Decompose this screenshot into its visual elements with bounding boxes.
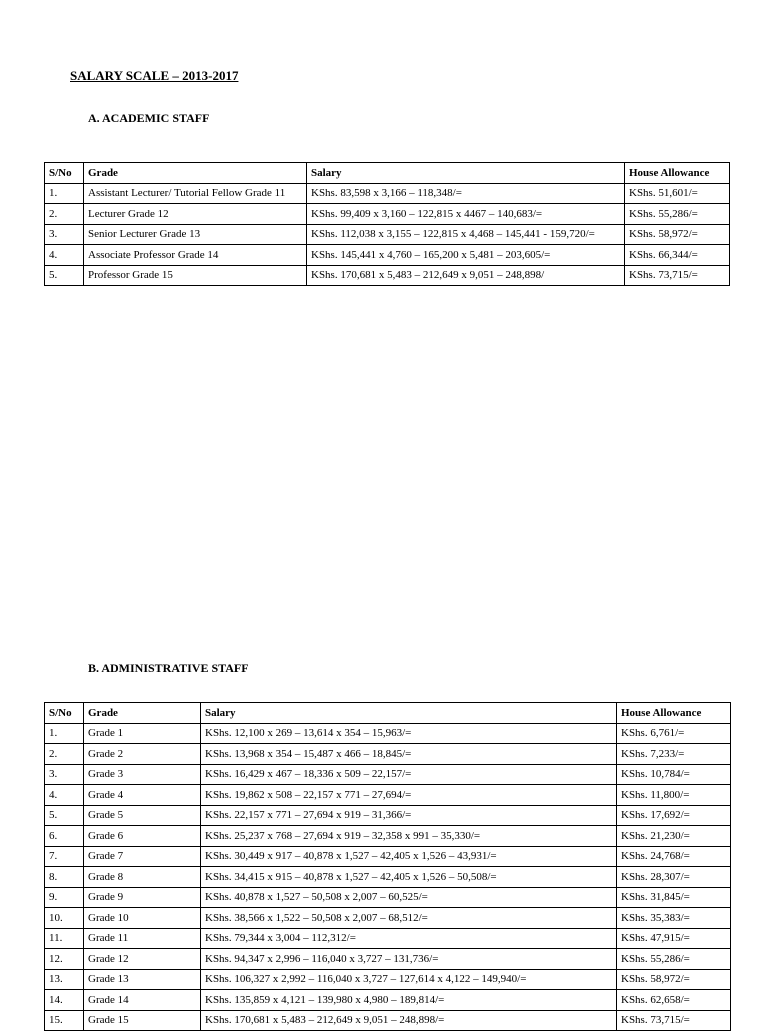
cell-grade: Grade 15 <box>84 1010 201 1031</box>
table-row <box>45 969 731 990</box>
cell-salary: KShs. 38,566 x 1,522 – 50,508 x 2,007 – 68,512/= <box>201 908 617 929</box>
cell-house-allowance: KShs. 31,845/= <box>617 887 731 908</box>
cell-grade: Associate Professor Grade 14 <box>84 245 307 266</box>
cell-sno: 11. <box>45 928 84 949</box>
table-row <box>45 805 731 826</box>
cell-house-allowance: KShs. 6,761/= <box>617 723 731 744</box>
cell-house-allowance: KShs. 7,233/= <box>617 744 731 765</box>
table-row <box>45 723 731 744</box>
table-row <box>45 224 730 245</box>
cell-grade: Grade 5 <box>84 805 201 826</box>
header-grade: Grade <box>84 163 307 184</box>
cell-sno: 15. <box>45 1010 84 1031</box>
cell-salary: KShs. 34,415 x 915 – 40,878 x 1,527 – 42,405 x 1,526 – 50,508/= <box>201 867 617 888</box>
cell-house-allowance: KShs. 51,601/= <box>625 183 730 204</box>
header-house-allowance: House Allowance <box>625 163 730 184</box>
cell-sno: 10. <box>45 908 84 929</box>
cell-salary: KShs. 112,038 x 3,155 – 122,815 x 4,468 – 145,441 - 159,720/= <box>307 224 625 245</box>
cell-grade: Grade 8 <box>84 867 201 888</box>
cell-salary: KShs. 83,598 x 3,166 – 118,348/= <box>307 183 625 204</box>
cell-house-allowance: KShs. 73,715/= <box>625 265 730 286</box>
administrative-salary-table <box>44 702 731 1031</box>
cell-house-allowance: KShs. 21,230/= <box>617 826 731 847</box>
cell-salary: KShs. 25,237 x 768 – 27,694 x 919 – 32,358 x 991 – 35,330/= <box>201 826 617 847</box>
cell-grade: Assistant Lecturer/ Tutorial Fellow Grade 11 <box>84 183 307 204</box>
cell-house-allowance: KShs. 73,715/= <box>617 1010 731 1031</box>
table-row <box>45 928 731 949</box>
cell-house-allowance: KShs. 47,915/= <box>617 928 731 949</box>
header-salary: Salary <box>201 703 617 724</box>
cell-salary: KShs. 170,681 x 5,483 – 212,649 x 9,051 – 248,898/= <box>201 1010 617 1031</box>
cell-grade: Grade 10 <box>84 908 201 929</box>
header-sno: S/No <box>45 703 84 724</box>
header-sno: S/No <box>45 163 84 184</box>
cell-grade: Grade 3 <box>84 764 201 785</box>
cell-house-allowance: KShs. 55,286/= <box>617 949 731 970</box>
cell-sno: 1. <box>45 183 84 204</box>
cell-sno: 4. <box>45 785 84 806</box>
cell-sno: 3. <box>45 224 84 245</box>
cell-grade: Grade 2 <box>84 744 201 765</box>
cell-grade: Grade 13 <box>84 969 201 990</box>
cell-grade: Professor Grade 15 <box>84 265 307 286</box>
cell-house-allowance: KShs. 17,692/= <box>617 805 731 826</box>
cell-sno: 8. <box>45 867 84 888</box>
cell-sno: 1. <box>45 723 84 744</box>
cell-salary: KShs. 12,100 x 269 – 13,614 x 354 – 15,963/= <box>201 723 617 744</box>
cell-grade: Grade 11 <box>84 928 201 949</box>
cell-sno: 14. <box>45 990 84 1011</box>
cell-salary: KShs. 106,327 x 2,992 – 116,040 x 3,727 – 127,614 x 4,122 – 149,940/= <box>201 969 617 990</box>
table-row <box>45 867 731 888</box>
cell-house-allowance: KShs. 11,800/= <box>617 785 731 806</box>
table-row <box>45 744 731 765</box>
cell-salary: KShs. 16,429 x 467 – 18,336 x 509 – 22,157/= <box>201 764 617 785</box>
table-row <box>45 265 730 286</box>
cell-sno: 5. <box>45 805 84 826</box>
cell-grade: Grade 7 <box>84 846 201 867</box>
section-heading-administrative: B. ADMINISTRATIVE STAFF <box>88 661 249 675</box>
table-row <box>45 245 730 266</box>
cell-sno: 13. <box>45 969 84 990</box>
table-row <box>45 1010 731 1031</box>
table-row <box>45 887 731 908</box>
cell-salary: KShs. 40,878 x 1,527 – 50,508 x 2,007 – 60,525/= <box>201 887 617 908</box>
cell-house-allowance: KShs. 28,307/= <box>617 867 731 888</box>
table-row <box>45 183 730 204</box>
cell-grade: Grade 9 <box>84 887 201 908</box>
cell-house-allowance: KShs. 55,286/= <box>625 204 730 225</box>
cell-salary: KShs. 170,681 x 5,483 – 212,649 x 9,051 – 248,898/ <box>307 265 625 286</box>
cell-sno: 2. <box>45 744 84 765</box>
table-row <box>45 764 731 785</box>
table-row <box>45 949 731 970</box>
cell-salary: KShs. 19,862 x 508 – 22,157 x 771 – 27,694/= <box>201 785 617 806</box>
cell-grade: Grade 1 <box>84 723 201 744</box>
cell-house-allowance: KShs. 24,768/= <box>617 846 731 867</box>
cell-sno: 2. <box>45 204 84 225</box>
cell-salary: KShs. 135,859 x 4,121 – 139,980 x 4,980 – 189,814/= <box>201 990 617 1011</box>
table-row <box>45 908 731 929</box>
section-heading-academic: A. ACADEMIC STAFF <box>88 111 210 125</box>
cell-sno: 7. <box>45 846 84 867</box>
table-row <box>45 846 731 867</box>
cell-sno: 12. <box>45 949 84 970</box>
cell-house-allowance: KShs. 58,972/= <box>625 224 730 245</box>
table-row <box>45 204 730 225</box>
table-row <box>45 990 731 1011</box>
cell-salary: KShs. 22,157 x 771 – 27,694 x 919 – 31,366/= <box>201 805 617 826</box>
cell-house-allowance: KShs. 62,658/= <box>617 990 731 1011</box>
table-header-row <box>45 163 730 184</box>
table-header-row <box>45 703 731 724</box>
document-title: SALARY SCALE – 2013-2017 <box>70 68 239 83</box>
cell-house-allowance: KShs. 10,784/= <box>617 764 731 785</box>
cell-grade: Grade 12 <box>84 949 201 970</box>
cell-sno: 4. <box>45 245 84 266</box>
cell-grade: Grade 6 <box>84 826 201 847</box>
header-house-allowance: House Allowance <box>617 703 731 724</box>
cell-salary: KShs. 79,344 x 3,004 – 112,312/= <box>201 928 617 949</box>
cell-salary: KShs. 13,968 x 354 – 15,487 x 466 – 18,845/= <box>201 744 617 765</box>
cell-grade: Senior Lecturer Grade 13 <box>84 224 307 245</box>
table-row <box>45 785 731 806</box>
cell-sno: 5. <box>45 265 84 286</box>
cell-sno: 3. <box>45 764 84 785</box>
cell-sno: 9. <box>45 887 84 908</box>
header-grade: Grade <box>84 703 201 724</box>
cell-salary: KShs. 94,347 x 2,996 – 116,040 x 3,727 – 131,736/= <box>201 949 617 970</box>
cell-grade: Grade 4 <box>84 785 201 806</box>
cell-sno: 6. <box>45 826 84 847</box>
cell-salary: KShs. 30,449 x 917 – 40,878 x 1,527 – 42,405 x 1,526 – 43,931/= <box>201 846 617 867</box>
table-row <box>45 826 731 847</box>
cell-salary: KShs. 145,441 x 4,760 – 165,200 x 5,481 – 203,605/= <box>307 245 625 266</box>
cell-house-allowance: KShs. 35,383/= <box>617 908 731 929</box>
header-salary: Salary <box>307 163 625 184</box>
cell-house-allowance: KShs. 66,344/= <box>625 245 730 266</box>
cell-salary: KShs. 99,409 x 3,160 – 122,815 x 4467 – 140,683/= <box>307 204 625 225</box>
cell-grade: Grade 14 <box>84 990 201 1011</box>
cell-grade: Lecturer Grade 12 <box>84 204 307 225</box>
cell-house-allowance: KShs. 58,972/= <box>617 969 731 990</box>
academic-salary-table <box>44 162 730 286</box>
